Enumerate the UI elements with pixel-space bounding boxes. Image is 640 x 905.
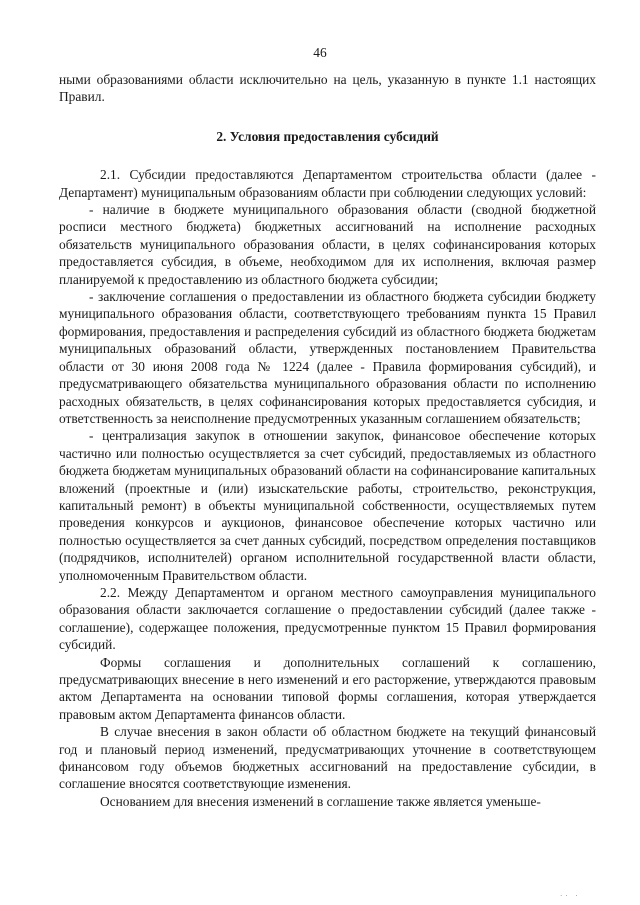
paragraph-forms: Формы соглашения и дополнительных соглашений к соглашению, предусматривающих внесение в него изменений и его расторжение, утверждаются правовым актом Департамента на основании типовой формы соглашения, которая утверждается правовым актом Департамента финансов области. [59,654,596,722]
scan-marks: ·· · [560,892,581,900]
paragraph-amendments: В случае внесения в закон области об областном бюджете на текущий финансовый год и плановый период изменений, предусматривающих уточнение в соответствующем финансовом году объемов бюджетных ассигнований на предоставление субсидии, в соглашение вносятся соответствующие изменения. [59,724,596,792]
paragraph-2-1: 2.1. Субсидии предоставляются Департаментом строительства области (далее - Департамент) муниципальным образованиям области при соблюдении следующих условий: [59,167,596,200]
paragraph-grounds: Основанием для внесения изменений в соглашение также является уменьше- [100,793,541,809]
document-body [59,71,596,810]
bullet-budget: - наличие в бюджете муниципального образования области (сводной бюджетной росписи местного бюджета) бюджетных ассигнований на исполнение расходных обязательств муниципального образования области, в целях софинансирования которых предоставляется субсидия, в объеме, необходимом для их исполнения, включая размер планируемой к предоставлению из областного бюджета субсидии; [59,202,596,287]
paragraph-2-2: 2.2. Между Департаментом и органом местного самоуправления муниципального образования области заключается соглашение о предоставлении субсидий (далее также - соглашение), содержащее положения, предусмотренные пунктом 15 Правил формирования субсидий. [59,584,596,653]
page-number: 46 [313,45,327,60]
section-heading: 2. Условия предоставления субсидий [216,128,439,144]
paragraph-continuation: ными образованиями области исключительно на цель, указанную в пункте 1.1 настоящих Правил. [59,72,596,105]
bullet-procurement: - централизация закупок в отношении закупок, финансовое обеспечение которых частично или полностью осуществляется за счет субсидий, предоставляемых из областного бюджета бюджетам муниципальных образований области на софинансирование капитальных вложений (проектные и (или) изыскательские работы, строительство, реконструкция, капитальный ремонт) в объекты муниципальной собственности, осуществляемых путем проведения конкурсов и аукционов, финансовое обеспечение которых частично или полностью осуществляется за счет данных субсидий, посредством определения поставщиков (подрядчиков, исполнителей) органом исполнительной государственной власти области, уполномоченным Правительством области. [59,428,596,583]
bullet-agreement: - заключение соглашения о предоставлении из областного бюджета субсидии бюджету муниципального образования области, соответствующего требованиям пункта 15 Правил формирования, предоставления и распределения субсидий из областного бюджета бюджетам муниципальных образований области, утвержденных постановлением Правительства области от 30 июня 2008 года № 1224 (далее - Правила формирования субсидий), и предусматривающего обязательства муниципального образования области по исполнению расходных обязательств, в целях софинансирования которых предоставляется субсидия, и ответственность за неисполнение предусмотренных указанным соглашением обязательств; [59,289,596,426]
